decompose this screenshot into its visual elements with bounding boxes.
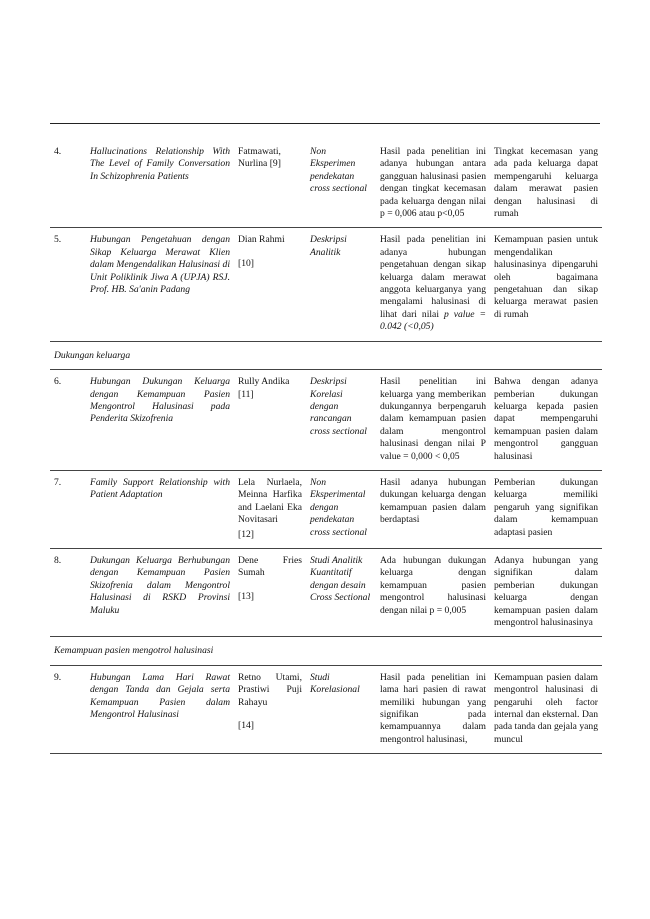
table-row — [50, 140, 602, 228]
study-result: Ada hubungan dukungan keluarga dengan kemampuan pasien mengontrol halusinasi dengan nilai p = 0,005 — [376, 548, 490, 636]
row-number: 6. — [50, 370, 86, 471]
study-method: Studi Analitik Kuantitatif dengan desain Cross Sectional — [306, 548, 376, 636]
study-conclusion: Tingkat kecemasan yang ada pada keluarga dapat mempengaruhi keluarga dalam merawat pasien dengan halusinasi di rumah — [490, 140, 602, 228]
table-row — [50, 665, 602, 753]
study-conclusion: Kemampuan pasien untuk mengendalikan halusinasinya dipengaruhi oleh bagaimana pengetahuan dan sikap keluarga merawat pasien di rumah — [490, 228, 602, 341]
study-authors — [234, 665, 306, 753]
reference-number: [11] — [238, 388, 254, 400]
study-method: Deskripsi Analitik — [306, 228, 376, 341]
study-method: Studi Korelasional — [306, 665, 376, 753]
study-title: Hubungan Lama Hari Rawat dengan Tanda dan Gejala serta Kemampuan Pasien dalam Mengontrol Halusinasi — [86, 665, 234, 753]
table-row — [50, 470, 602, 548]
reference-number: [14] — [238, 720, 254, 732]
study-method: Deskripsi Korelasi dengan rancangan cross sectional — [306, 370, 376, 471]
study-conclusion: Pemberian dukungan keluarga memiliki pengaruh yang signifikan dalam kemampuan adaptasi pasien — [490, 470, 602, 548]
study-title: Family Support Relationship with Patient Adaptation — [86, 470, 234, 548]
study-conclusion: Kemampuan pasien dalam mengontrol halusinasi di pengaruhi oleh factor internal dan eksternal. Dan pada tanda dan gejala yang muncul — [490, 665, 602, 753]
study-title: Dukungan Keluarga Berhubungan dengan Kemampuan Pasien Skizofrenia dalam Mengontrol Halusinasi di RSKD Provinsi Maluku — [86, 548, 234, 636]
row-number: 9. — [50, 665, 86, 753]
result-p-value: p value = 0.042 (<0,05) — [380, 308, 486, 333]
study-authors — [234, 140, 306, 228]
section-header-row — [50, 341, 602, 369]
table-top-rule — [50, 123, 600, 124]
study-result — [376, 140, 490, 228]
study-title: Hubungan Pengetahuan dengan Sikap Keluarga Merawat Klien dalam Mengendalikan Halusinasi di Unit Poliklinik Jiwa A (UPJA) RSJ. Prof. HB. Sa'anin Padang — [86, 228, 234, 341]
table-row — [50, 228, 602, 341]
study-authors — [234, 470, 306, 548]
study-result: Hasil penelitian ini keluarga yang memberikan dukungannya berpengaruh dalam kemampuan pasien dalam mengontrol halusinasi dengan nilai P value = 0,000 < 0,05 — [376, 370, 490, 471]
row-number: 7. — [50, 470, 86, 548]
table-row — [50, 548, 602, 636]
author-names: Dian Rahmi — [238, 234, 285, 246]
row-number: 8. — [50, 548, 86, 636]
study-method: Non Eksperimental dengan pendekatan cross sectional — [306, 470, 376, 548]
section-title-patient-ability: Kemampuan pasien mengotrol halusinasi — [50, 637, 602, 665]
study-conclusion: Bahwa dengan adanya pemberian dukungan keluarga kepada pasien dapat mempengaruhi kemampuan pasien dalam mengontrol gangguan halusinasi — [490, 370, 602, 471]
author-names: Lela Nurlaela, Meinna Harfika and Laelani Eka Novitasari — [238, 476, 302, 526]
study-method: Non Eksperimen pendekatan cross sectional — [306, 140, 376, 228]
study-authors — [234, 370, 306, 471]
reference-number: [12] — [238, 528, 254, 540]
result-text: Hasil pada penelitian ini adanya hubungan pengetahuan dengan sikap keluarga dalam merawat anggota keluarganya yang mengalami halusinasi di lihat dari nilai — [380, 234, 486, 320]
study-conclusion: Adanya hubungan yang signifikan dalam pemberian dukungan keluarga dengan kemampuan pasien dalam mengontrol halusinasinya — [490, 548, 602, 636]
table-row — [50, 370, 602, 471]
study-authors — [234, 228, 306, 341]
author-names: Fatmawati, Nurlina [9] — [238, 146, 281, 170]
result-text: Hasil pada penelitian ini adanya hubungan antara gangguan halusinasi pasien dengan tingkat kecemasan pada keluarga dengan nilai p = 0,006 atau p<0,05 — [380, 146, 486, 220]
study-result: Hasil adanya hubungan dukungan keluarga dengan kemampuan pasien dalam berdaptasi — [376, 470, 490, 548]
reference-number: [10] — [238, 257, 254, 269]
study-title: Hubungan Dukungan Keluarga dengan Kemampuan Pasien Mengontrol Halusinasi pada Penderita Skizofrenia — [86, 370, 234, 471]
study-result — [376, 228, 490, 341]
reference-number: [13] — [238, 590, 254, 602]
author-names: Dene Fries Sumah — [238, 554, 302, 579]
section-title-family-support: Dukungan keluarga — [50, 341, 602, 369]
study-title: Hallucinations Relationship With The Level of Family Conversation In Schizophrenia Patients — [86, 140, 234, 228]
section-header-row — [50, 637, 602, 665]
row-number: 5. — [50, 228, 86, 341]
row-number: 4. — [50, 140, 86, 228]
study-result: Hasil pada penelitian ini lama hari pasien di rawat memiliki hubungan yang signifikan pada kemampuannya dalam mengontrol halusinasi, — [376, 665, 490, 753]
literature-review-table — [50, 140, 602, 754]
author-names: Rully Andika — [238, 376, 290, 388]
author-names: Retno Utami, Prastiwi Puji Rahayu — [238, 671, 302, 708]
study-authors — [234, 548, 306, 636]
